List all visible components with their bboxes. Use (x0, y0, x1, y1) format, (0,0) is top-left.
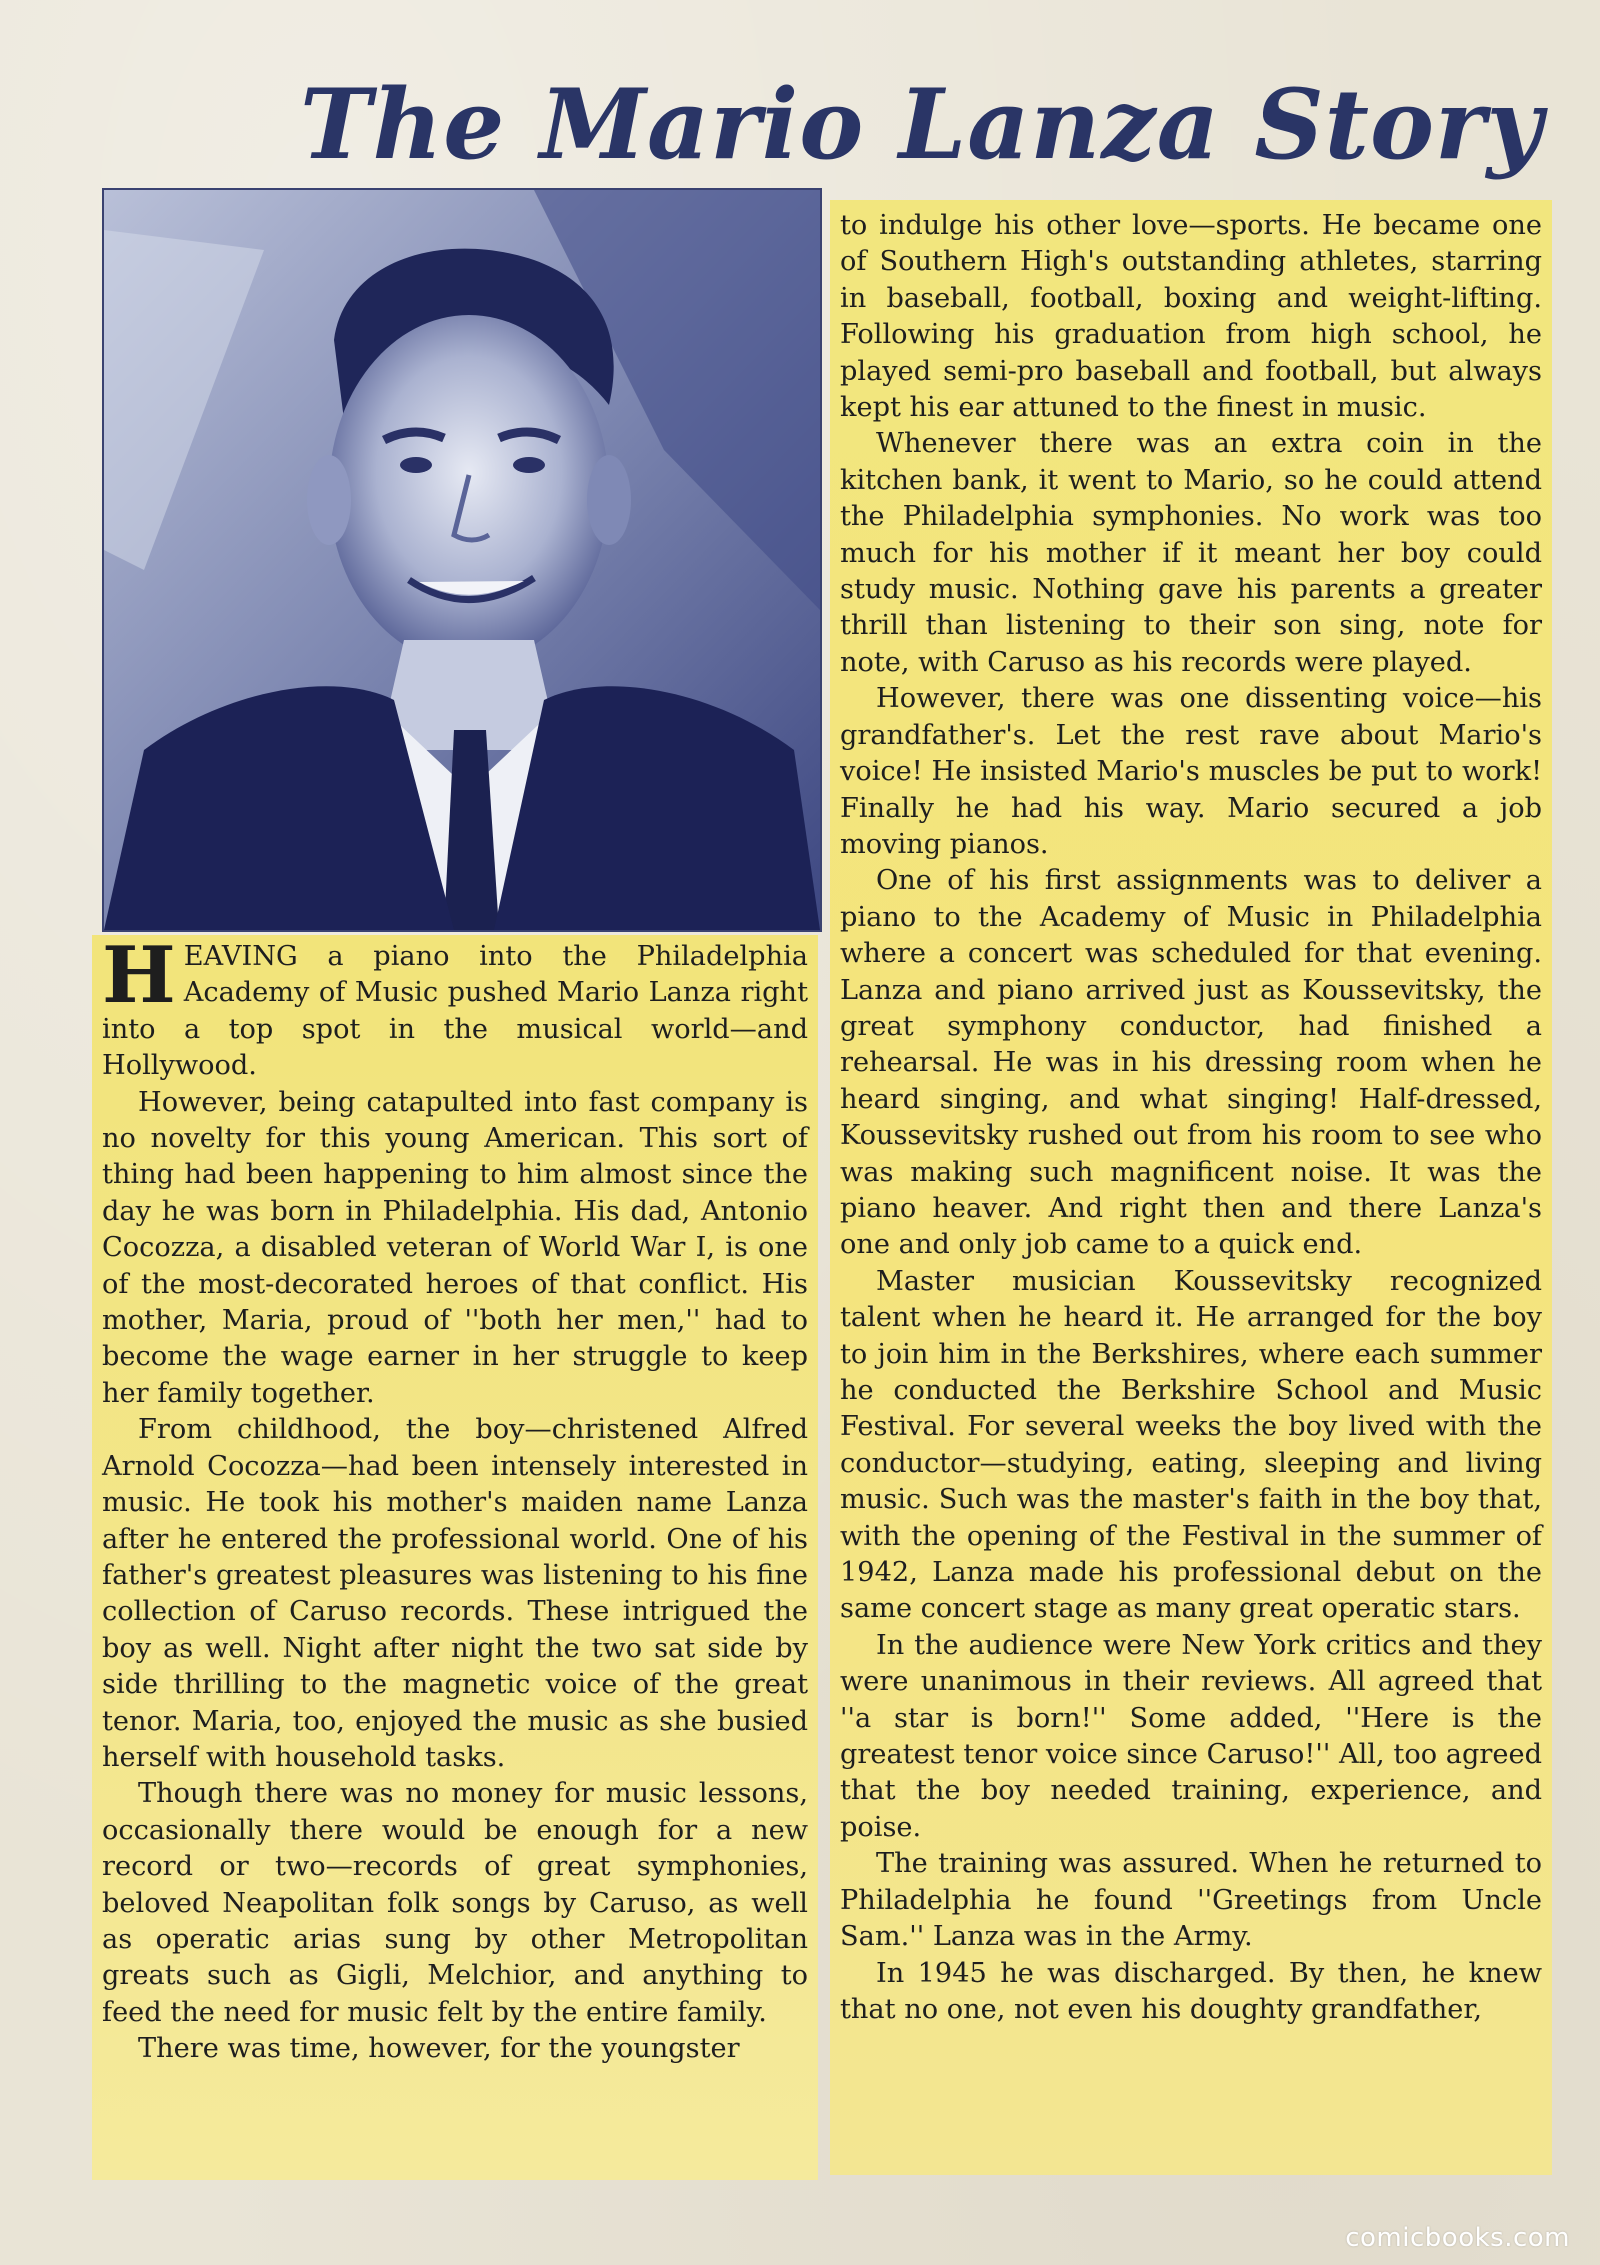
portrait-photo (102, 188, 822, 932)
portrait-illustration (104, 190, 820, 930)
article-paragraph: Though there was no money for music lessons, occasionally there would be enough for a new record or two—records of great symphonies, beloved Neapolitan folk songs by Caruso, as well as operatic arias sung by other Metropolitan greats such as Gigli, Melchior, and anything to feed the need for music felt by the entire family. (102, 1778, 808, 2028)
article-paragraph: HEAVING a piano into the Philadelphia Academy of Music pushed Mario Lanza right into a top spot in the musical world—and Hollywood. (102, 935, 808, 1082)
article-paragraph: The training was assured. When he returned to Philadelphia he found ''Greetings from Uncle Sam.'' Lanza was in the Army. (840, 1848, 1542, 1953)
drop-cap: H (102, 935, 176, 1021)
article-paragraph: In the audience were New York critics and they were unanimous in their reviews. All agreed that ''a star is born!'' Some added, ''Here is the greatest tenor voice since Caruso!'' All, too agreed that the boy needed training, experience, and poise. (840, 1629, 1542, 1843)
article-column-right (830, 200, 1552, 2175)
article-paragraph: There was time, however, for the youngster (138, 2033, 740, 2065)
article-paragraph: One of his first assignments was to deliver a piano to the Academy of Music in Philadelphia where a concert was scheduled for that evening. Lanza and piano arrived just as Koussevitsky, the great symphony conductor, had finished a rehearsal. He was in his dressing room when he heard singing, and what singing! Half-dressed, Koussevitsky rushed out from his room to see who was making such magnificent noise. It was the piano heaver. And right then and there Lanza's one and only job came to a quick end. (840, 865, 1542, 1261)
article-paragraph: In 1945 he was discharged. By then, he knew that no one, not even his doughty grandfather, (840, 1957, 1542, 2025)
page-title: The Mario Lanza Story (300, 68, 1544, 181)
article-paragraph: However, being catapulted into fast company is no novelty for this young American. This sort of thing had been happening to him almost since the day he was born in Philadelphia. His dad, Antonio Cocozza, a disabled veteran of World War I, is one of the most-decorated heroes of that conflict. His mother, Maria, proud of ''both her men,'' had to become the wage earner in her struggle to keep her family together. (102, 1086, 808, 1409)
watermark-credit: comicbooks.com (1345, 2223, 1570, 2253)
article-column-left (92, 935, 818, 2180)
article-paragraph: Whenever there was an extra coin in the kitchen bank, it went to Mario, so he could attend the Philadelphia symphonies. No work was too much for his mother if it meant her boy could study music. Nothing gave his parents a greater thrill than listening to their son sing, note for note, with Caruso as his records were played. (840, 428, 1542, 678)
article-paragraph: to indulge his other love—sports. He became one of Southern High's outstanding athletes, starring in baseball, football, boxing and weight-lifting. Following his graduation from high school, he played semi-pro baseball and football, but always kept his ear attuned to the finest in music. (840, 210, 1542, 424)
article-paragraph: Master musician Koussevitsky recognized talent when he heard it. He arranged for the boy to join him in the Berkshires, where each summer he conducted the Berkshire School and Music Festival. For several weeks the boy lived with the conductor—studying, eating, sleeping and living music. Such was the master's faith in the boy that, with the opening of the Festival in the summer of 1942, Lanza made his professional debut on the same concert stage as many great operatic stars. (840, 1265, 1542, 1625)
article-paragraph: From childhood, the boy—christened Alfred Arnold Cocozza—had been intensely interested in music. He took his mother's maiden name Lanza after he entered the professional world. One of his father's greatest pleasures was listening to his fine collection of Caruso records. These intrigued the boy as well. Night after night the two sat side by side thrilling to the magnetic voice of the great tenor. Maria, too, enjoyed the music as she busied herself with household tasks. (102, 1414, 808, 1773)
article-paragraph: However, there was one dissenting voice—his grandfather's. Let the rest rave about Mario's voice! He insisted Mario's muscles be put to work! Finally he had his way. Mario secured a job moving pianos. (840, 683, 1542, 860)
